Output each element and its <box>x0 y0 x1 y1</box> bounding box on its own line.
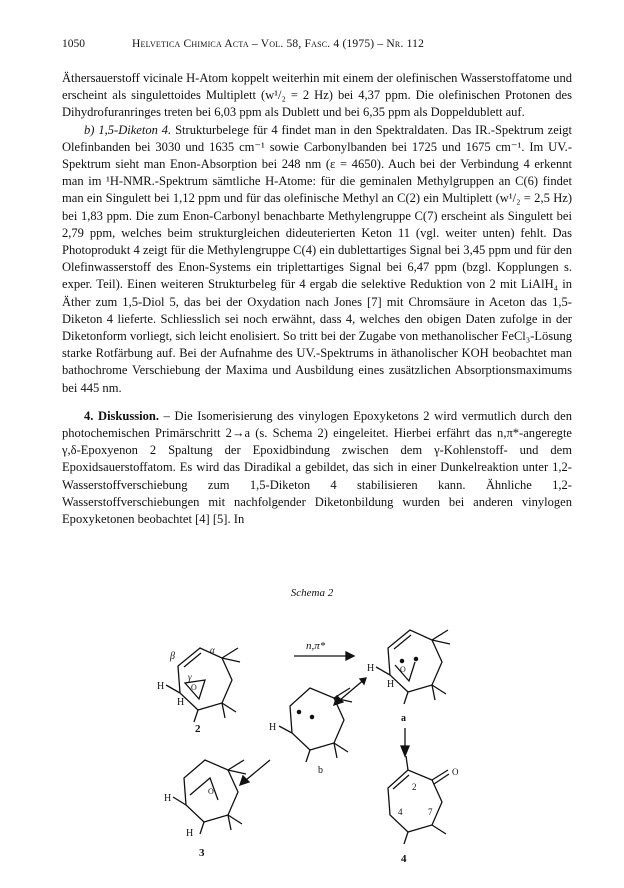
alpha-label: α <box>210 645 215 655</box>
h-label-a1: H <box>367 663 375 674</box>
oxygen-label-3: O <box>208 787 214 796</box>
compound-2-label: 2 <box>195 723 201 735</box>
reaction-arrow-npi <box>294 640 354 660</box>
subsection-label: b) 1,5-Diketon 4. <box>84 122 172 137</box>
compound-3-structure <box>164 760 246 859</box>
gamma-label: γ <box>188 672 192 682</box>
position-7-label: 7 <box>428 807 433 817</box>
beta-label: β <box>170 651 175 662</box>
article-body <box>62 70 572 528</box>
compound-4-label: 4 <box>401 853 407 865</box>
paragraph-2-text: Strukturbelege für 4 findet man in den Spektraldaten. Das IR.-Spektrum zeigt Olefinbanden bei 3030 und 1635 cm⁻¹ sowie Carbonylbanden bei 1725 und 1675 cm⁻¹. Im UV.-Spektrum sieht man Enon-Absorption bei 248 nm (ε = 4650). Auch bei der Verbindung 4 erkennt man im ¹H-NMR.-Spektrum sämtliche H-Atome: für die geminalen Methylgruppen an C(6) findet man ein Singulett bei 1,12 ppm und für das olefinische Methyl an C(2) ein Multiplett (w¹/₂ = 2,5 Hz) bei 1,83 ppm. Die zum Enon-Carbonyl benachbarte Methylengruppe C(7) erscheint als Singulett bei 2,79 ppm, welches beim strukturgleichen dideuterierten Keton 11 (vgl. weiter unten) fehlt. Das Photoprodukt 4 zeigt für die Methylengruppe C(4) ein dublettartiges Signal bei 3,45 ppm und für den Olefinwasserstoff des Enon-Systems ein triplettartiges Signal bei 6,47 ppm (bzgl. Kopplungen s. exper. Teil). Einen weiteren Strukturbeleg für 4 ergab die selektive Reduktion von 2 mit LiAlH₄ in Äther zum 1,5-Diol 5, das bei der Oxydation nach Jones [7] mit Chromsäure in Aceton das 1,5-Diketon 4 lieferte. Schliesslich sei noch erwähnt, dass 4, welches den obigen Daten zufolge in der Diketonform vorliegt, sich leicht enolisiert. So tritt bei der Zugabe von methanolischer FeCl₃-Lösung starke Rotfärbung auf. Bei der Aufnahme des UV.-Spektrums in äthanolischer KOH beobachtet man bathochrome Verschiebung der Maxima und Ausbildung eines zusätzlichen Absorptionsmaximums bei 445 nm. <box>62 122 573 395</box>
section-discussion <box>62 408 572 528</box>
page-number: 1050 <box>62 38 85 50</box>
reaction-scheme <box>0 600 624 888</box>
section-text: – Die Isomerisierung des vinylogen Epoxyketons 2 wird vermutlich durch den photochemischen Primärschritt 2→a (s. Schema 2) eingeleitet. Hierbei erfährt das n,π*-angeregte γ,δ-Epoxyenon 2 Spaltung der Epoxidbindung zwischen dem γ-Kohlenstoff- und dem Epoxidsauerstoffatom. Es wird das Diradikal a gebildet, das sich in einer Dunkelreaktion unter 1,2-Wasserstoffverschiebung zum 1,5-Diketon 4 stabilisieren kann. Ähnliche 1,2-Wasserstoffverschiebungen mit nachfolgender Diketonbildung wurden bei anderen vinylogen Epoxyketonen beobachtet [4] [5]. In <box>62 408 573 527</box>
h-label-2a: H <box>157 681 165 692</box>
running-title: Helvetica Chimica Acta – Vol. 58, Fasc. 4 (1975) – Nr. 112 <box>132 38 425 50</box>
compound-a-structure <box>367 630 450 724</box>
oxygen-label-a: O <box>400 665 406 674</box>
compound-2-structure <box>157 645 240 735</box>
h-label-3b: H <box>186 828 194 839</box>
compound-a-label: a <box>401 713 406 724</box>
paragraph-2 <box>62 122 572 397</box>
h-label-3a: H <box>164 793 172 804</box>
epoxide-oxygen-label-2: O <box>191 683 197 692</box>
h-label-b: H <box>269 722 277 733</box>
schema-title: Schema 2 <box>290 587 334 599</box>
position-4-label: 4 <box>398 807 403 817</box>
arrow-a-to-4 <box>401 728 409 756</box>
arrow-label: n,π* <box>306 640 326 652</box>
carbonyl-oxygen-label: O <box>452 767 459 777</box>
running-header <box>62 38 572 54</box>
h-label-2b: H <box>177 697 185 708</box>
compound-b-label: b <box>318 765 323 776</box>
position-2-label: 2 <box>412 782 417 792</box>
section-heading: 4. Diskussion. <box>84 408 160 423</box>
compound-3-label: 3 <box>199 847 205 859</box>
compound-4-structure <box>388 756 459 865</box>
paragraph-1: Äthersauerstoff vicinale H-Atom koppelt weiterhin mit einem der olefinischen Wasserstoffatome und erscheint als singulettoides Multiplett (w¹/₂ = 2 Hz) bei 4,37 ppm. Die olefinischen Protonen des Dihydrofuranringes treten bei 6,03 ppm als Dublett und bei 6,35 ppm als Doppeldublett auf. <box>62 71 572 120</box>
h-label-a2: H <box>387 679 395 690</box>
arrow-b-to-3 <box>240 760 270 785</box>
